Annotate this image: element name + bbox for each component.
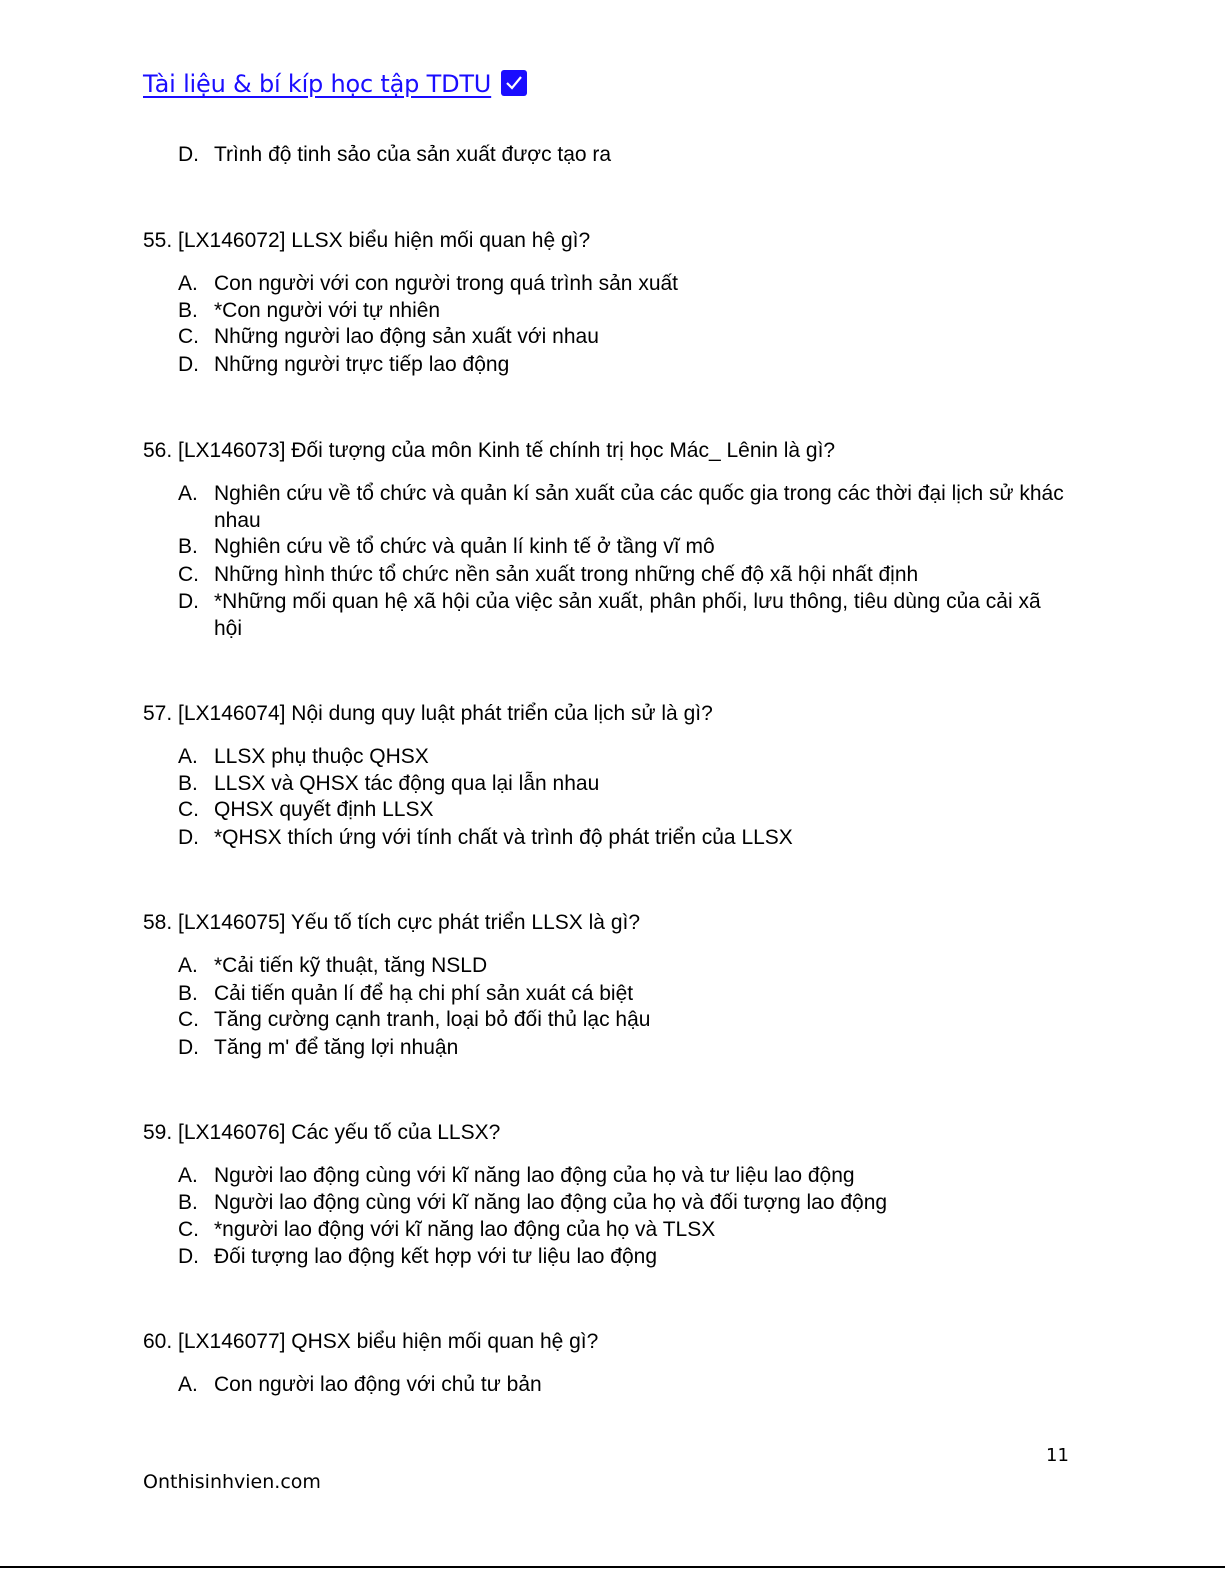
option-text: Tăng cường cạnh tranh, loại bỏ đối thủ lạc hậu [214,1008,651,1031]
option-letter: C. [178,325,199,348]
question-title: 58. [LX146075] Yếu tố tích cực phát triển LLSX là gì? [143,911,641,934]
option-text: LLSX và QHSX tác động qua lại lẫn nhau [214,772,600,795]
option-text: Con người lao động với chủ tư bản [214,1373,542,1396]
option-letter: B. [178,1191,198,1214]
option-letter: B. [178,772,198,795]
option-text: Trình độ tinh sảo của sản xuất được tạo ra [214,143,612,166]
option-text: Những hình thức tổ chức nền sản xuất trong những chế độ xã hội nhất định [214,563,919,586]
option-letter: D. [178,1036,199,1059]
option-text: Tăng m' để tăng lợi nhuận [214,1036,459,1059]
option-letter: C. [178,1218,199,1241]
option-text: LLSX phụ thuộc QHSX [214,745,429,768]
option-text: Người lao động cùng với kĩ năng lao động của họ và tư liệu lao động [214,1164,855,1187]
footer-site: Onthisinhvien.com [143,1471,321,1493]
option-letter: B. [178,535,198,558]
option-letter: A. [178,745,198,768]
option-letter: B. [178,982,198,1005]
question-title: 55. [LX146072] LLSX biểu hiện mối quan hệ gì? [143,229,591,252]
header-link[interactable] [143,70,527,98]
option-letter: D. [178,590,199,613]
option-letter: C. [178,1008,199,1031]
bottom-rule [0,1566,1225,1568]
header-link-text: Tài liệu & bí kíp học tập TDTU [143,70,492,98]
option-letter: A. [178,272,198,295]
option-text: Những người lao động sản xuất với nhau [214,325,599,348]
option-text: *Cải tiến kỹ thuật, tăng NSLD [214,954,488,977]
question-title: 57. [LX146074] Nội dung quy luật phát triển của lịch sử là gì? [143,702,713,725]
question-title: 59. [LX146076] Các yếu tố của LLSX? [143,1121,501,1144]
option-text: *Những mối quan hệ xã hội của việc sản xuất, phân phối, lưu thông, tiêu dùng của cải xã hội [214,590,1041,640]
option-text: *Con người với tự nhiên [214,299,441,322]
option-text: Cải tiến quản lí để hạ chi phí sản xuát cá biệt [214,982,634,1005]
option-text: Đối tượng lao động kết hợp với tư liệu lao động [214,1245,658,1268]
question-title: 56. [LX146073] Đối tượng của môn Kinh tế chính trị học Mác_ Lênin là gì? [143,439,836,462]
option-text: Nghiên cứu về tổ chức và quản kí sản xuất của các quốc gia trong các thời đại lịch sử khác nhau [214,482,1064,532]
option-letter: D. [178,143,199,166]
option-letter: C. [178,563,199,586]
option-text: Người lao động cùng với kĩ năng lao động của họ và đối tượng lao động [214,1191,888,1214]
check-box-icon [501,70,527,96]
option-text: Những người trực tiếp lao động [214,353,510,376]
option-text: *QHSX thích ứng với tính chất và trình độ phát triển của LLSX [214,826,793,849]
option-letter: D. [178,826,199,849]
option-letter: A. [178,482,198,505]
option-letter: C. [178,798,199,821]
question-title: 60. [LX146077] QHSX biểu hiện mối quan hệ gì? [143,1330,599,1353]
option-letter: D. [178,1245,199,1268]
option-text: QHSX quyết định LLSX [214,798,434,821]
page-number: 11 [1046,1445,1069,1466]
option-text: *người lao động với kĩ năng lao động của họ và TLSX [214,1218,716,1241]
option-text: Con người với con người trong quá trình sản xuất [214,272,679,295]
option-letter: B. [178,299,198,322]
option-letter: A. [178,954,198,977]
option-letter: A. [178,1373,198,1396]
option-letter: A. [178,1164,198,1187]
option-letter: D. [178,353,199,376]
option-text: Nghiên cứu về tổ chức và quản lí kinh tế ở tầng vĩ mô [214,535,715,558]
